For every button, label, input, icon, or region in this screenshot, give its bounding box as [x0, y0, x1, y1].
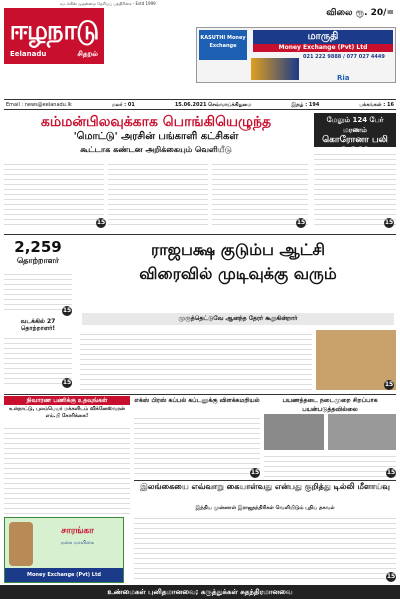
page-badge: 15	[386, 573, 396, 580]
bottom-advertisement[interactable]	[4, 517, 124, 583]
corona-column	[314, 150, 396, 228]
india-subtitle: இந்திய முன்னாள் இராஜதந்திரிகள் வெளியிடும் புதிய தகவல்	[195, 505, 335, 511]
date-text: 15.06.2021 செவ்வாய்க்கிழமை	[174, 102, 252, 108]
masthead-strip: வடக்கின் முதன்மை தேசியப் பத்திரிகை - Estd 1999	[60, 1, 156, 6]
ad-subtitle: Money Exchange (Pvt) Ltd	[253, 44, 393, 52]
ad2-subtitle: நகை மாளிகை	[61, 540, 94, 546]
price-label: விலை ரூ. 20/=	[326, 8, 394, 18]
lead-column-1	[4, 160, 104, 228]
lead-headline-3: கூட்டாக கண்டன அறிக்கையும் வெளியீடு	[80, 145, 232, 154]
ad-ria-logo: Ria	[337, 74, 350, 82]
page-badge: 15	[386, 469, 396, 476]
lead-headline-2: 'மொட்டு' அரசின் பங்காளி கட்சிகள்	[73, 131, 239, 142]
ad2-footer: Money Exchange (Pvt) Ltd	[5, 568, 123, 582]
ship-column	[134, 414, 260, 478]
page-badge: 15	[250, 469, 260, 476]
page-badge: 15	[62, 307, 72, 314]
ad-card-graphic	[251, 58, 299, 80]
travel-column	[264, 452, 396, 478]
ad2-title: சாரங்கா	[61, 526, 94, 536]
lead-headline-1: கம்மன்பிலவுக்காக பொங்கியெழுந்த	[40, 114, 272, 130]
travel-title[interactable]: பயணத்தடை நடைமுறை சிறப்பாக பயன்படுத்தவில்லை	[282, 397, 378, 413]
pages-text: பக்கங்கள் : 16	[359, 102, 394, 108]
email-text: Email : news@eelanadu.lk	[6, 102, 72, 108]
newspaper-logo	[4, 8, 104, 64]
cases-label: தொற்றாளர்	[16, 256, 60, 265]
ship-title[interactable]: எக்ஸ் பிரஸ் கப்பல் கப்டனுக்கு விளக்கமறியல்	[134, 397, 260, 404]
lead-column-3	[212, 160, 308, 228]
divider	[134, 480, 396, 481]
india-title[interactable]: இலங்கையை எவ்வாறு கையாள்வது என்பது குறித்து டில்லி மீளாய்வு	[140, 482, 390, 491]
meeting-photo-2	[328, 414, 396, 450]
volume-text: மலர் : 01	[111, 102, 135, 108]
page-badge: 15	[384, 381, 394, 388]
lead-story[interactable]	[4, 113, 308, 157]
logo-subtitle-right: சிதறல்	[77, 50, 98, 58]
corona-subtitle: கொரோனா பலி	[322, 135, 388, 145]
main-headline-1[interactable]: ராஜபக்ஷ குடும்ப ஆட்சி	[151, 240, 325, 259]
main-banner: முருத்தெட்டுவே ஆனந்த தேரர் கூறுகின்றார்	[82, 313, 394, 325]
issue-text: இதழ் : 194	[291, 102, 320, 108]
top-advertisement[interactable]	[196, 27, 396, 83]
corona-title: மேலும் 124 பேர் மரணம்	[326, 116, 384, 134]
corona-box[interactable]	[314, 113, 396, 147]
page-badge: 15	[296, 219, 306, 226]
ad-phone: 021 222 9888 / 077 027 4449	[303, 54, 385, 60]
relief-title[interactable]: நிவாரண பணிக்கு உதவுங்கள்	[4, 396, 130, 405]
logo-subtitle-left: Eelanadu	[10, 50, 47, 58]
page-badge: 15	[96, 219, 106, 226]
vavuniya-column	[4, 334, 72, 384]
ad-person-image	[9, 522, 33, 566]
relief-subtitle: உள்நாட்டு, புலம்பெயர் மக்களிடம் விக்னேஸ்வரன் எம்.பி கோரிக்கை!	[9, 406, 125, 419]
divider	[4, 234, 396, 235]
footer-slogan: உண்மைகள் புனிதமானவை; கருத்துக்கள் சுதந்திரமானவை	[0, 585, 400, 599]
info-bar	[4, 99, 396, 110]
page-badge: 15	[384, 219, 394, 226]
logo-title: ஈழநாடு	[9, 16, 99, 46]
main-headline-2[interactable]: விரைவில் முடிவுக்கு வரும்	[139, 264, 337, 283]
cases-number: 2,259	[14, 238, 62, 256]
main-story-text	[80, 330, 312, 390]
meeting-photo	[264, 414, 324, 450]
ad-logo: KASUTHI Money Exchange	[199, 30, 247, 60]
india-column	[134, 514, 396, 582]
page-badge: 15	[62, 379, 72, 386]
relief-column	[4, 424, 130, 514]
lead-column-2	[108, 160, 208, 228]
divider	[4, 394, 396, 395]
ad-title: மாருதி	[253, 30, 393, 44]
vavuniya-title[interactable]: வடக்கில் 27 தொற்றாளர்!	[20, 318, 56, 332]
